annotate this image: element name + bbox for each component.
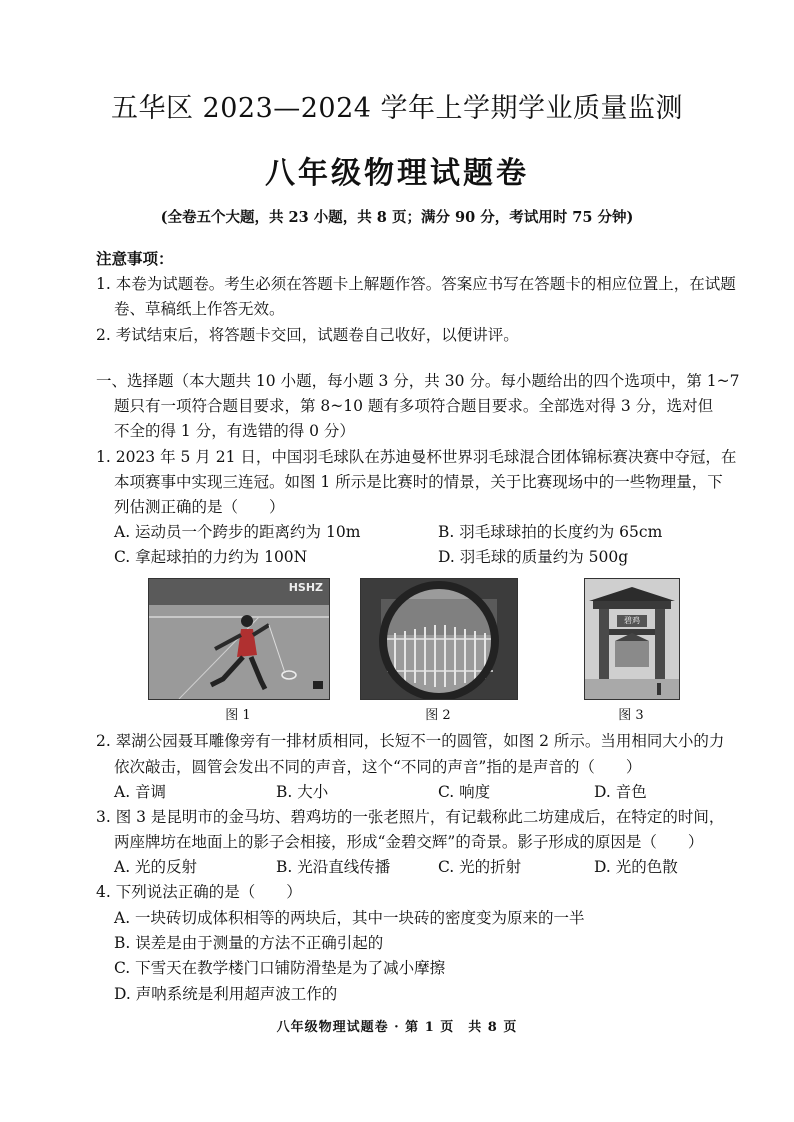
q3-option-b: B. 光沿直线传播 (276, 858, 391, 876)
badminton-scene (149, 579, 329, 699)
figure-1-badminton-photo (148, 578, 330, 700)
note-1-line-1: 1. 本卷为试题卷。考生必须在答题卡上解题作答。答案应书写在答题卡的相应位置上，在试题 (96, 275, 736, 293)
figure-2-round-gate-photo (360, 578, 518, 700)
q4-option-d: D. 声呐系统是利用超声波工作的 (114, 985, 338, 1003)
page-footer: 八年级物理试题卷 · 第 1 页 共 8 页 (276, 1020, 518, 1035)
figure-1-caption: 图 1 (225, 708, 251, 723)
q4-option-c: C. 下雪天在教学楼门口铺防滑垫是为了减小摩擦 (114, 959, 446, 977)
notes-heading: 注意事项： (96, 249, 174, 268)
note-2: 2. 考试结束后，将答题卡交回，试题卷自己收好，以便讲评。 (96, 326, 519, 344)
q4-line-1: 4. 下列说法正确的是（ ） (96, 883, 302, 901)
q3-option-c: C. 光的折射 (438, 858, 522, 876)
q1-option-b: B. 羽毛球球拍的长度约为 65cm (438, 523, 663, 541)
figure-3-archway-photo (584, 578, 680, 700)
section-1-heading: 一、选择题（本大题共 10 小题，每小题 3 分，共 30 分。每小题给出的四个选项中，第 1~7 (96, 372, 740, 390)
q1-line-2: 本项赛事中实现三连冠。如图 1 所示是比赛时的情景，关于比赛现场中的一些物理量，下 (114, 473, 723, 491)
archway-scene (585, 579, 679, 699)
section-1-line-2: 题只有一项符合题目要求，第 8~10 题有多项符合题目要求。全部选对得 3 分，选对但 (114, 397, 714, 415)
q2-option-a: A. 音调 (114, 783, 167, 801)
round-gate-scene (361, 579, 517, 699)
q3-option-d: D. 光的色散 (594, 858, 678, 876)
q3-option-a: A. 光的反射 (114, 858, 198, 876)
figure-3-caption: 图 3 (618, 708, 644, 723)
note-1-line-2: 卷、草稿纸上作答无效。 (114, 300, 285, 318)
q2-line-1: 2. 翠湖公园聂耳雕像旁有一排材质相同，长短不一的圆管，如图 2 所示。当用相同大小的力 (96, 732, 725, 750)
q3-line-2: 两座牌坊在地面上的影子会相接，形成“金碧交辉”的奇景。影子形成的原因是（ ） (114, 833, 704, 851)
paper-subtitle: 八年级物理试题卷 (265, 156, 529, 191)
q1-option-a: A. 运动员一个跨步的距离约为 10m (114, 523, 361, 541)
q2-line-2: 依次敲击，圆管会发出不同的声音，这个“不同的声音”指的是声音的（ ） (114, 758, 642, 776)
q3-line-1: 3. 图 3 是昆明市的金马坊、碧鸡坊的一张老照片，有记载称此二坊建成后，在特定的时间， (96, 808, 725, 826)
q1-line-1: 1. 2023 年 5 月 21 日，中国羽毛球队在苏迪曼杯世界羽毛球混合团体锦标赛决赛中夺冠，在 (96, 448, 737, 466)
q2-option-c: C. 响度 (438, 783, 491, 801)
figure-1-banner-text: HSHZ (288, 581, 323, 594)
q2-option-b: B. 大小 (276, 783, 329, 801)
q1-option-c: C. 拿起球拍的力约为 100N (114, 548, 308, 566)
q4-option-a: A. 一块砖切成体积相等的两块后，其中一块砖的密度变为原来的一半 (114, 909, 585, 927)
q4-option-b: B. 误差是由于测量的方法不正确引起的 (114, 934, 384, 952)
exam-title: 五华区 2023—2024 学年上学期学业质量监测 (110, 93, 684, 124)
exam-info: (全卷五个大题，共 23 小题，共 8 页；满分 90 分，考试用时 75 分钟) (160, 209, 634, 226)
q1-line-3: 列估测正确的是（ ） (114, 498, 285, 516)
q1-option-d: D. 羽毛球的质量约为 500g (438, 548, 629, 566)
figure-2-caption: 图 2 (425, 708, 451, 723)
section-1-line-3: 不全的得 1 分，有选错的得 0 分） (114, 422, 355, 440)
q2-option-d: D. 音色 (594, 783, 647, 801)
figure-3-plaque-text: 碧鸡 (624, 616, 640, 625)
